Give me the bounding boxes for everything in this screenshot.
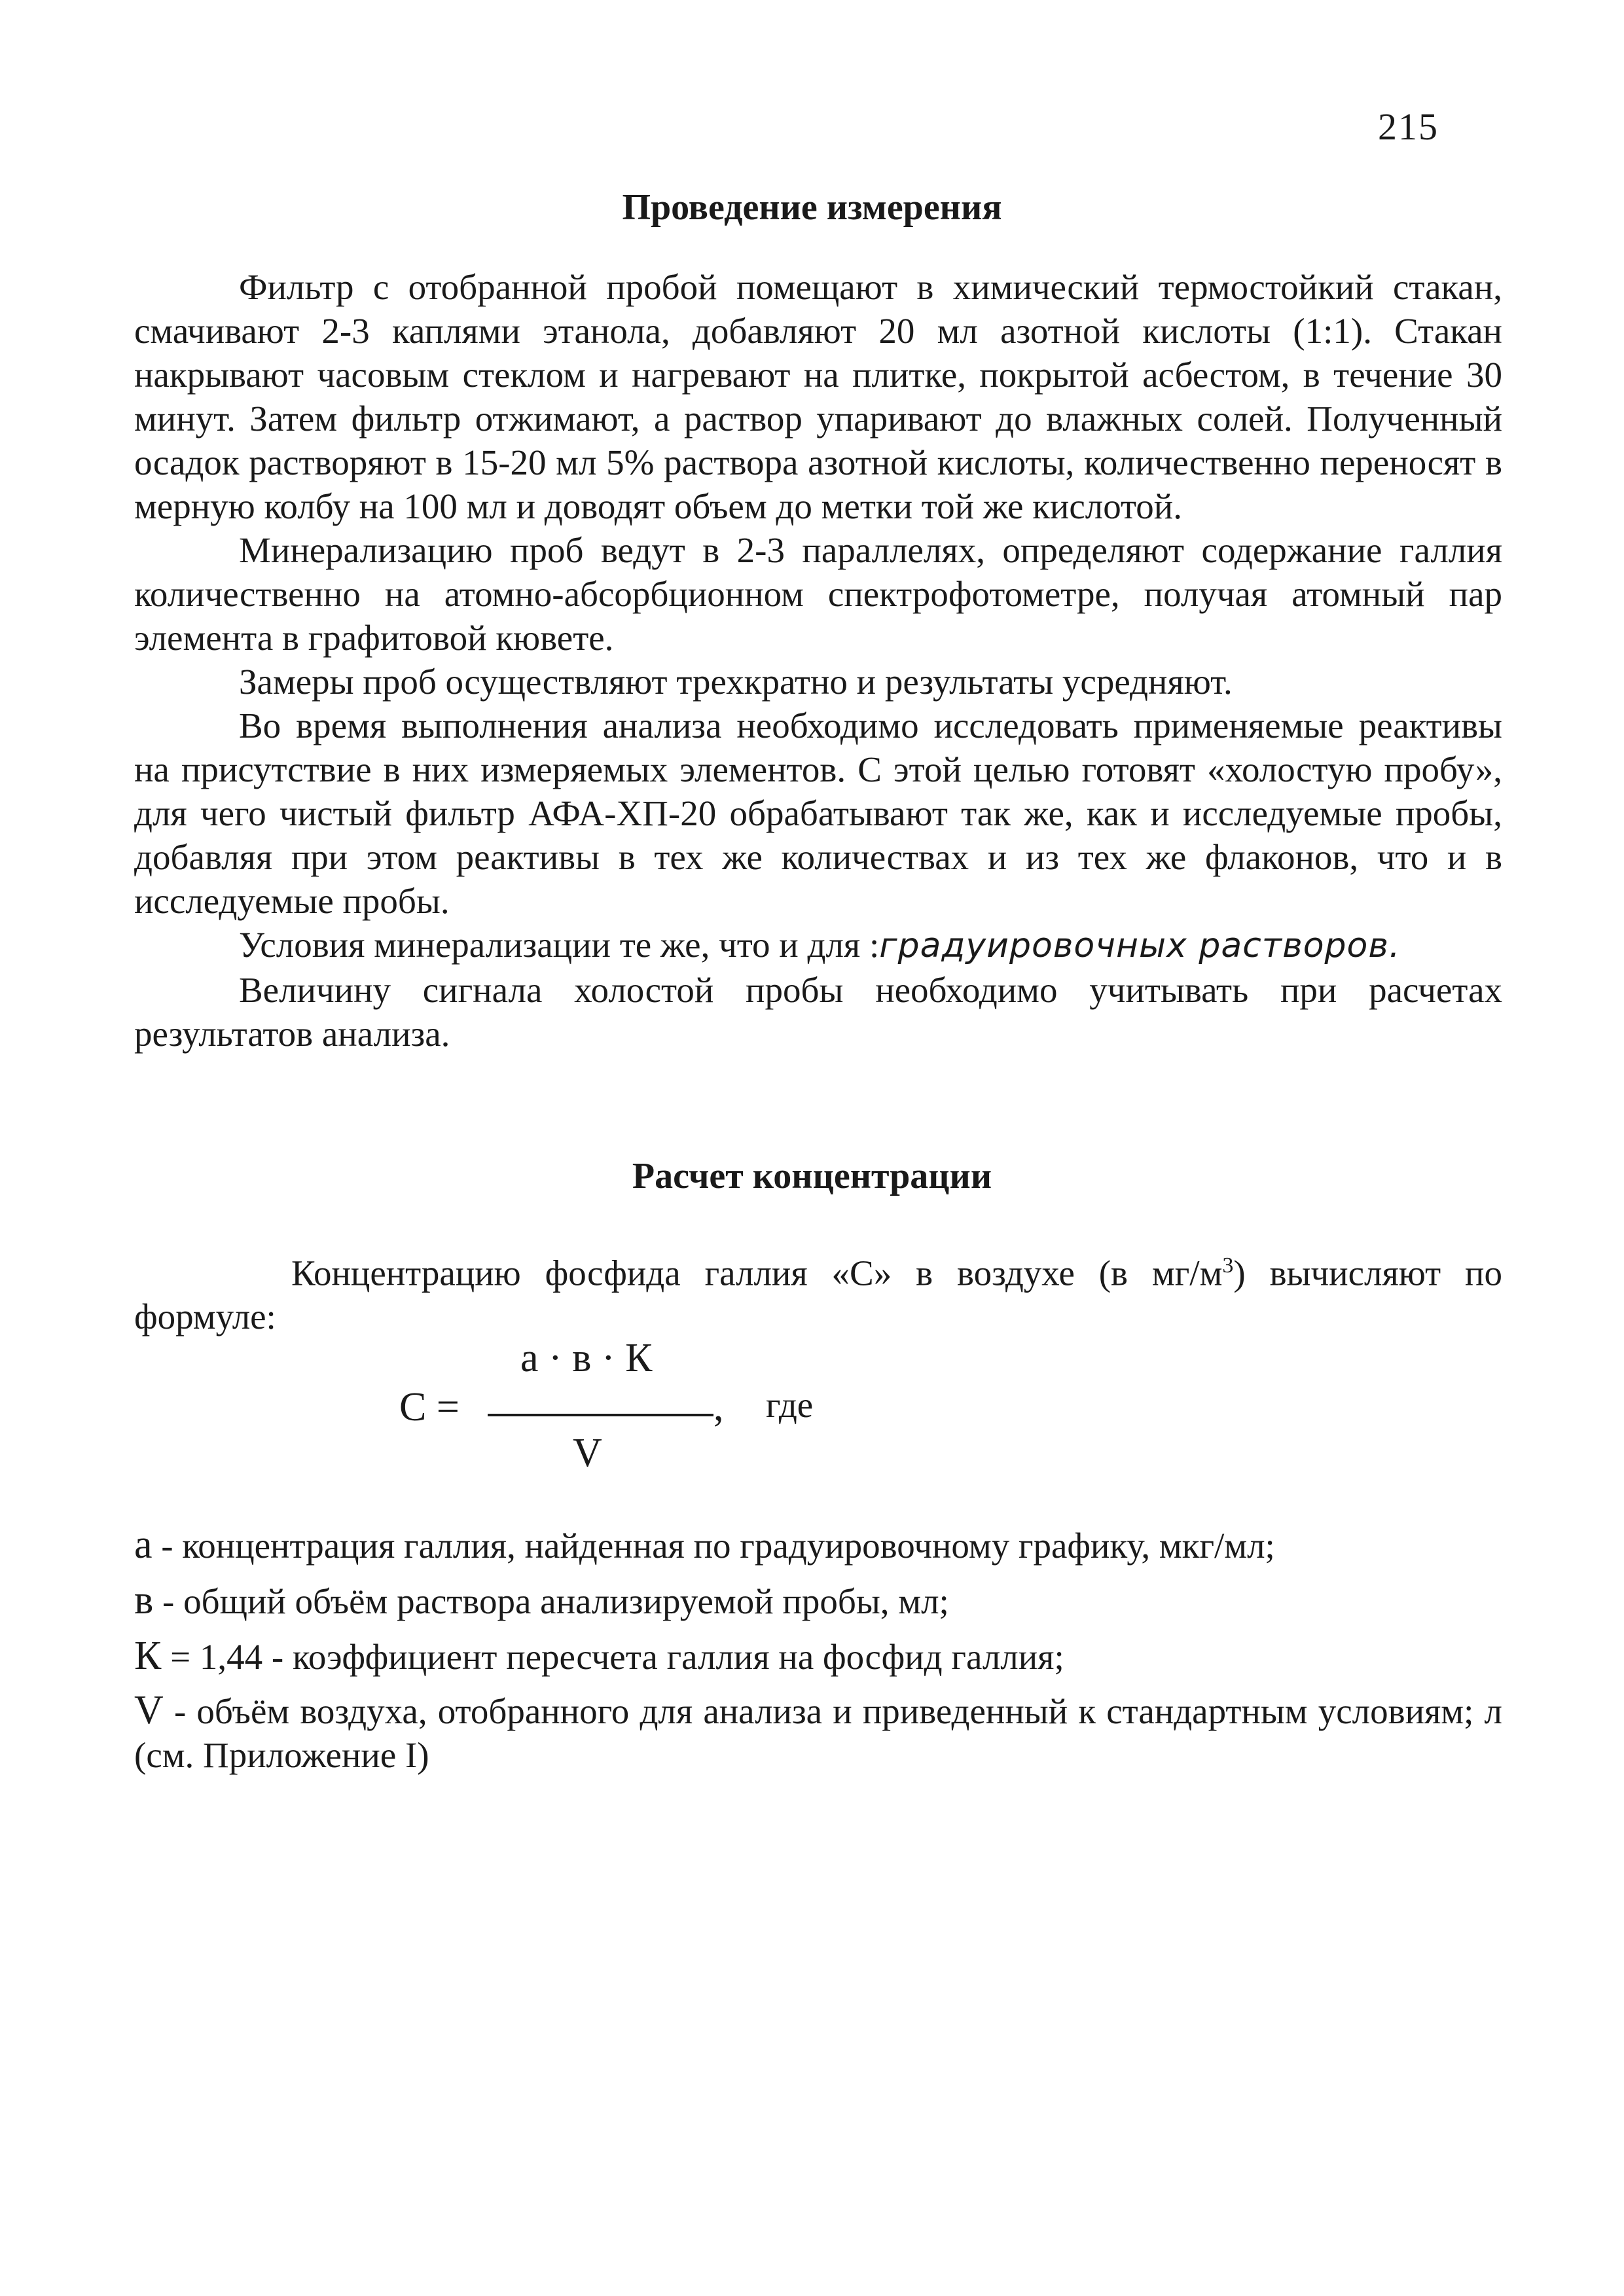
paragraph-blank-signal: Величину сигнала холостой пробы необходимо учитывать при расчетах результатов анализа. — [134, 970, 1502, 1054]
definition-symbol: в — [134, 1578, 154, 1623]
formula-where: где — [766, 1385, 814, 1425]
definition-symbol: V — [134, 1688, 164, 1732]
paragraph-blank-sample: Во время выполнения анализа необходимо исследовать применяемые реактивы на присутствие в них измеряемых элементов. С этой целью готовят «холостую пробу», для чего чистый фильтр АФА-ХП-20 обрабатывают так же, как и исследуемые пробы, добавляя при этом реактивы в тех же количествах и из тех же флаконов, что и в исследуемые пробы. — [134, 706, 1502, 921]
definition-text: - общий объём раствора анализируемой пробы, мл; — [153, 1581, 949, 1621]
intro-superscript: 3 — [1222, 1253, 1234, 1278]
definition-symbol: а — [134, 1522, 153, 1567]
definition-text: - объём воздуха, отобранного для анализа и приведенный к стандартным условиям; л (см. Приложение I) — [134, 1691, 1502, 1775]
paragraph-conditions — [134, 923, 1502, 968]
formula-denominator: V — [573, 1431, 602, 1475]
paragraph-intro — [134, 1244, 1502, 1338]
formula-comma: , — [713, 1385, 724, 1429]
paragraph-procedure: Фильтр с отобранной пробой помещают в химический термостойкий стакан, смачивают 2-3 каплями этанола, добавляют 20 мл азотной кислоты (1:1). Стакан накрывают часовым стеклом и нагревают на плитке, покрытой асбестом, в течение 30 минут. Затем фильтр отжимают, а раствор упаривают до влажных солей. Полученный осадок растворяют в 15-20 мл 5% раствора азотной кислоты, количественно переносят в мерную колбу на 100 мл и доводят объем до метки той же кислотой. — [134, 267, 1502, 526]
fraction-bar — [488, 1414, 713, 1416]
definition-v-small — [134, 1577, 1502, 1624]
intro-text: Концентрацию фосфида галлия «С» в воздухе (в мг/м — [291, 1253, 1223, 1293]
handwritten-note: градуировочных растворов. — [879, 926, 1401, 965]
conditions-text: Условия минерализации те же, что и для : — [239, 925, 880, 965]
paragraph-mineralization: Минерализацию проб ведут в 2-3 параллелях, определяют содержание галлия количественно на атомно-абсорбционном спектрофотометре, получая атомный пар элемента в графитовой кювете. — [134, 530, 1502, 658]
section-heading-calculation: Расчет концентрации — [632, 1156, 992, 1196]
section-heading-measurement: Проведение измерения — [622, 187, 1002, 228]
page-number: 215 — [1378, 105, 1439, 148]
measurement-text — [134, 265, 1502, 1056]
definition-text: = 1,44 - коэффициент пересчета галлия на фосфид галлия; — [161, 1637, 1064, 1677]
formula-numerator: а · в · К — [520, 1336, 653, 1380]
variable-definitions — [134, 1522, 1502, 1777]
intro-text-end: ) вычисляют по формуле: — [134, 1253, 1502, 1337]
definition-a — [134, 1522, 1502, 1568]
definition-text: - концентрация галлия, найденная по градуировочному графику, мкг/мл; — [152, 1526, 1275, 1566]
calculation-intro — [134, 1244, 1502, 1338]
definition-symbol: К — [134, 1634, 162, 1678]
formula-lhs: С = — [399, 1385, 460, 1429]
definition-v-capital — [134, 1689, 1502, 1777]
paragraph-sampling: Замеры проб осуществляют трехкратно и результаты усредняют. — [239, 662, 1233, 702]
definition-k — [134, 1633, 1502, 1679]
